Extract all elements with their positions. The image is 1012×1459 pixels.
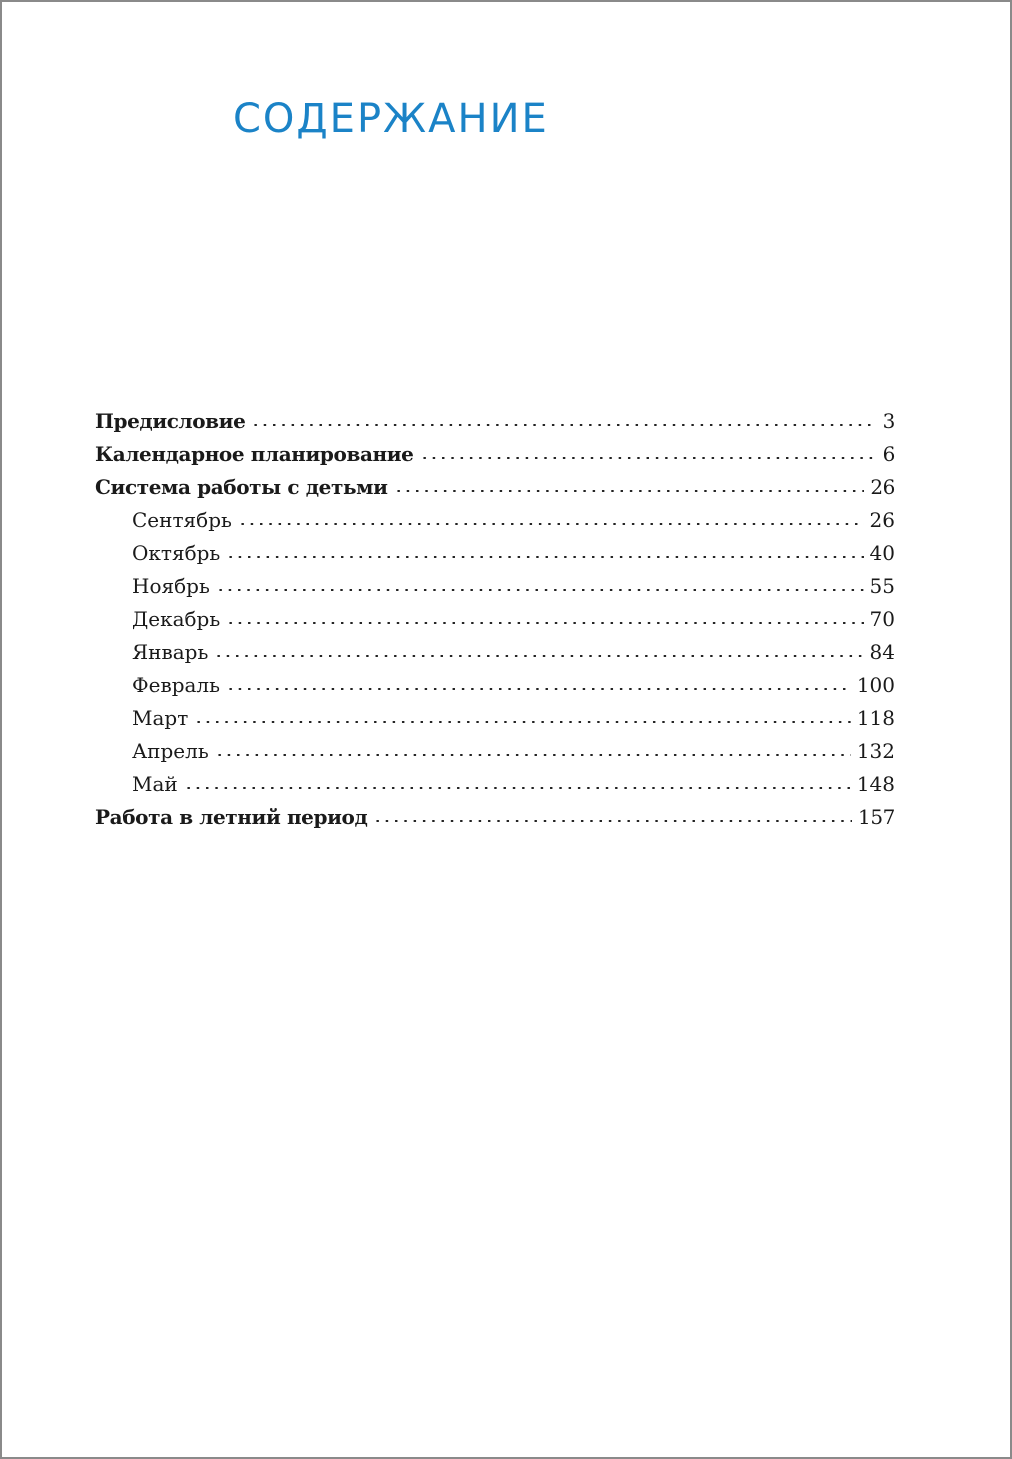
toc-subentry[interactable]	[95, 735, 895, 768]
toc-entry-label: Февраль	[132, 673, 221, 697]
toc-dot-leader	[238, 523, 864, 525]
toc-entry-label: Календарное планирование	[95, 442, 414, 466]
toc-entry-label: Октябрь	[132, 541, 221, 565]
toc-entry-page: 118	[856, 706, 895, 730]
toc-dot-leader	[226, 622, 863, 624]
toc-entry-page: 84	[869, 640, 895, 664]
toc-subentry[interactable]	[95, 636, 895, 669]
toc-entry-label: Ноябрь	[132, 574, 210, 598]
toc-dot-leader	[194, 721, 851, 723]
toc-entry[interactable]	[95, 438, 895, 471]
toc-entry-page: 3	[882, 409, 895, 433]
toc-entry-page: 6	[882, 442, 895, 466]
toc-dot-leader	[226, 556, 863, 558]
toc-entry-label: Система работы с детьми	[95, 475, 388, 499]
toc-dot-leader	[251, 424, 875, 426]
toc-entry-page: 157	[858, 805, 895, 829]
toc-entry-page: 70	[869, 607, 895, 631]
page-title: СОДЕРЖАНИЕ	[233, 96, 549, 142]
toc-dot-leader	[215, 754, 851, 756]
toc-entry[interactable]	[95, 801, 895, 834]
toc-dot-leader	[184, 787, 851, 789]
toc-entry[interactable]	[95, 405, 895, 438]
toc-subentry[interactable]	[95, 570, 895, 603]
toc-entry-label: Март	[132, 706, 189, 730]
toc-subentry[interactable]	[95, 702, 895, 735]
toc-entry-label: Январь	[132, 640, 209, 664]
toc-entry-page: 26	[870, 475, 895, 499]
toc-subentry[interactable]	[95, 669, 895, 702]
toc-entry-page: 55	[869, 574, 895, 598]
toc-entry[interactable]	[95, 471, 895, 504]
toc-entry-page: 148	[856, 772, 895, 796]
toc-dot-leader	[216, 589, 864, 591]
toc-entry-page: 40	[869, 541, 895, 565]
toc-subentry[interactable]	[95, 603, 895, 636]
toc-entry-page: 100	[856, 673, 895, 697]
toc-entry-page: 132	[856, 739, 895, 763]
toc-entry-label: Предисловие	[95, 409, 246, 433]
toc-dot-leader	[226, 688, 851, 690]
toc-entry-label: Сентябрь	[132, 508, 232, 532]
toc-entry-label: Апрель	[132, 739, 209, 763]
toc-dot-leader	[214, 655, 863, 657]
toc-subentry[interactable]	[95, 768, 895, 801]
toc-entry-page: 26	[869, 508, 895, 532]
table-of-contents	[95, 405, 895, 834]
toc-dot-leader	[373, 820, 852, 822]
toc-entry-label: Декабрь	[132, 607, 221, 631]
toc-entry-label: Май	[132, 772, 178, 796]
toc-subentry[interactable]	[95, 537, 895, 570]
toc-dot-leader	[394, 490, 865, 492]
toc-entry-label: Работа в летний период	[95, 805, 368, 829]
toc-dot-leader	[420, 457, 875, 459]
toc-subentry[interactable]	[95, 504, 895, 537]
